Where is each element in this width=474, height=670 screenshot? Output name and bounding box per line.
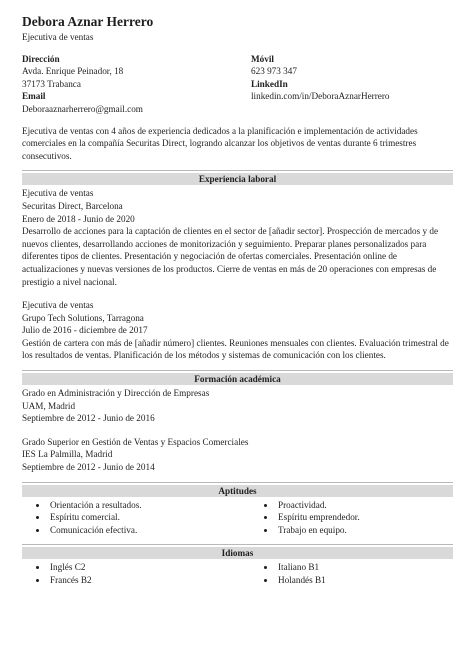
- resume-page: [22, 14, 453, 587]
- education-heading: Formación académica: [22, 373, 453, 385]
- job-description: Gestión de cartera con más de [añadir número] clientes. Reuniones mensuales con clientes. Evaluación trimestral de los resultados de ventas. Planificación de los métodos y sistemas de comunicación con los clientes.: [22, 337, 449, 361]
- candidate-title: Ejecutiva de ventas: [22, 32, 94, 42]
- email-label: Email: [22, 91, 46, 102]
- job-description: Desarrollo de acciones para la captación de clientes en el sector de [añadir sector]. Prospección de mercados y de nuevos clientes, desarrollando acciones de monitorización y seguimiento. Preparar planes personalizados para diferentes tipos de clientes. Presentación y negociación de ofertas comerciales. Presentación online de actualizaciones y nuevas versiones de los productos. Cierre de ventas en más de 20 operaciones con empresas de prestigio a nivel nacional.: [22, 226, 439, 287]
- skill-item: Trabajo en equipo.: [250, 524, 453, 537]
- linkedin-label: LinkedIn: [251, 78, 288, 89]
- education-degree: Grado Superior en Gestión de Ventas y Espacios Comerciales: [22, 436, 249, 447]
- language-item: Francés B2: [22, 574, 250, 587]
- mobile-value: 623 973 347: [251, 66, 297, 77]
- skill-item: Espíritu emprendedor.: [250, 511, 453, 524]
- skill-item: Proactividad.: [250, 499, 453, 512]
- education-list: [22, 387, 453, 474]
- skills-heading: Aptitudes: [22, 485, 453, 497]
- languages-heading: Idiomas: [22, 547, 453, 559]
- experience-list: [22, 187, 453, 362]
- section-divider: [22, 370, 453, 371]
- job-dates: Enero de 2018 - Junio de 2020: [22, 213, 135, 224]
- language-item: Holandés B1: [250, 574, 453, 587]
- contact-block: [22, 53, 453, 116]
- languages-left-column: [22, 561, 250, 586]
- mobile-label: Móvil: [251, 53, 274, 64]
- skill-item: Comunicación efectiva.: [22, 524, 250, 537]
- job-entry: [22, 299, 453, 362]
- experience-heading: Experiencia laboral: [22, 173, 453, 185]
- languages-right-column: [250, 561, 453, 586]
- contact-left-column: [22, 53, 251, 116]
- candidate-name: Debora Aznar Herrero: [22, 14, 154, 29]
- education-degree: Grado en Administración y Dirección de Empresas: [22, 388, 210, 399]
- job-entry: [22, 187, 453, 288]
- education-entry: [22, 387, 453, 425]
- address-label: Dirección: [22, 53, 60, 64]
- skills-list: [22, 499, 453, 537]
- languages-list: [22, 561, 453, 586]
- education-dates: Septiembre de 2012 - Junio de 2016: [22, 413, 155, 424]
- education-school: IES La Palmilla, Madrid: [22, 449, 113, 460]
- job-role: Ejecutiva de ventas: [22, 300, 94, 311]
- skills-left-column: [22, 499, 250, 537]
- section-divider: [22, 170, 453, 171]
- skill-item: Espíritu comercial.: [22, 511, 250, 524]
- linkedin-link[interactable]: linkedin.com/in/DeboraAznarHerrero: [251, 91, 390, 102]
- language-item: Inglés C2: [22, 561, 250, 574]
- skills-right-column: [250, 499, 453, 537]
- job-company: Grupo Tech Solutions, Tarragona: [22, 312, 144, 323]
- profile-summary: Ejecutiva de ventas con 4 años de experiencia dedicados a la planificación e implementación de actividades comerciales en la compañía Securitas Direct, logrando alcanzar los objetivos de ventas durante 6 trimestres consecutivos.: [22, 125, 418, 161]
- education-dates: Septiembre de 2012 - Junio de 2014: [22, 462, 155, 473]
- job-company: Securitas Direct, Barcelona: [22, 200, 123, 211]
- language-item: Italiano B1: [250, 561, 453, 574]
- contact-right-column: [251, 53, 453, 116]
- job-role: Ejecutiva de ventas: [22, 188, 94, 199]
- education-entry: [22, 436, 453, 474]
- email-value[interactable]: Deboraaznarherrero@gmail.com: [22, 103, 143, 114]
- address-line-2: 37173 Trabanca: [22, 78, 81, 89]
- section-divider: [22, 482, 453, 483]
- skill-item: Orientación a resultados.: [22, 499, 250, 512]
- job-dates: Julio de 2016 - diciembre de 2017: [22, 325, 148, 336]
- address-line-1: Avda. Enrique Peinador, 18: [22, 66, 124, 77]
- education-school: UAM, Madrid: [22, 400, 76, 411]
- section-divider: [22, 544, 453, 545]
